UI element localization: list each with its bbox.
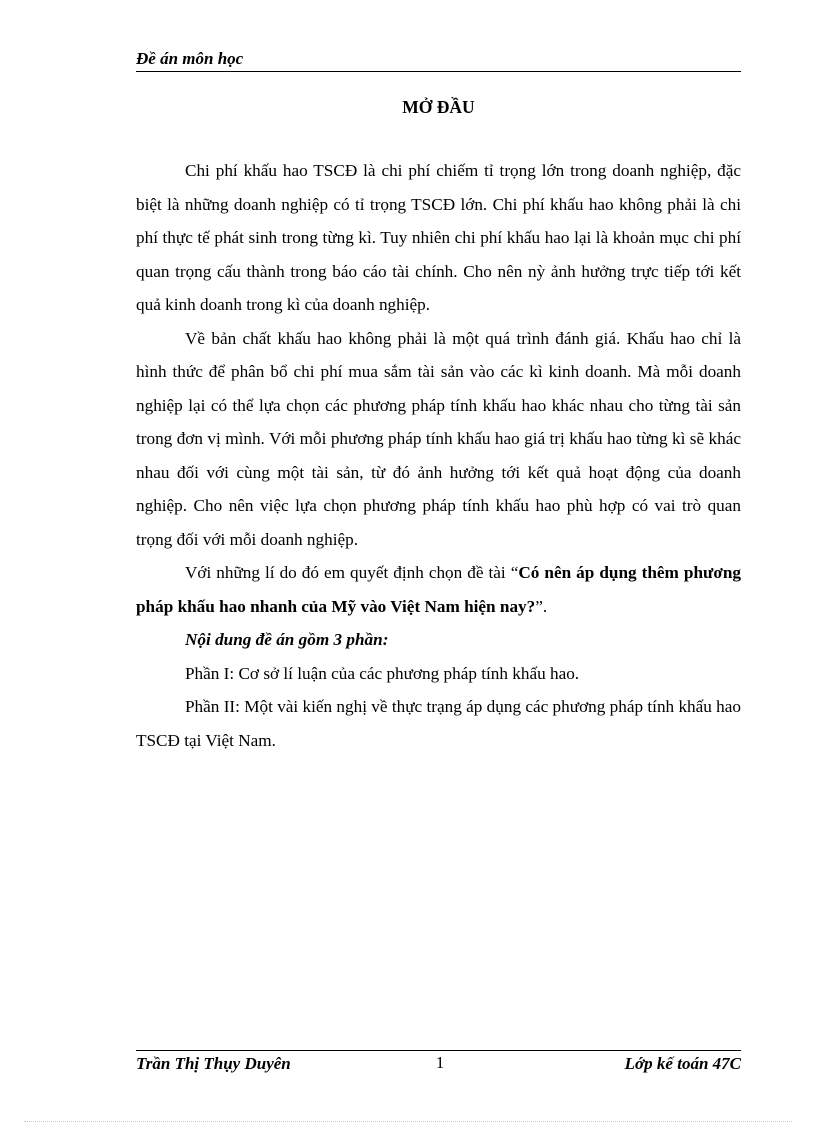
body-text xyxy=(136,154,741,757)
page-title: MỞ ĐẦU xyxy=(402,97,475,117)
part-2: Phần II: Một vài kiến nghị về thực trạng áp dụng các phương pháp tính khấu hao TSCĐ tại Việt Nam. xyxy=(136,697,741,750)
topic-title: Có nên áp dụng thêm phương pháp khấu hao nhanh của Mỹ vào Việt Nam hiện nay? xyxy=(136,563,741,616)
header-divider xyxy=(136,71,741,72)
paragraph-3-tail: ”. xyxy=(535,596,548,616)
page-edge-divider xyxy=(24,1121,792,1122)
part-1: Phần I: Cơ sở lí luận của các phương pháp tính khấu hao. xyxy=(185,663,580,683)
footer-divider xyxy=(136,1050,741,1051)
paragraph-2: Về bản chất khấu hao không phải là một quá trình đánh giá. Khấu hao chỉ là hình thức để phân bổ chi phí mua sắm tài sản vào các kì kinh doanh. Mà mỗi doanh nghiệp lại có thể lựa chọn các phương pháp tính khấu hao khác nhau cho từng tài sản trong đơn vị mình. Với mỗi phương pháp tính khấu hao giá trị khấu hao từng kì sẽ khác nhau đối với cùng một tài sản, từ đó ảnh hưởng tới kết quả hoạt động của doanh nghiệp. Cho nên việc lựa chọn phương pháp tính khấu hao phù hợp có vai trò quan trọng đối với mỗi doanh nghiệp. xyxy=(136,328,741,549)
footer-class: Lớp kế toán 47C xyxy=(624,1054,741,1073)
document-header-title: Đề án môn học xyxy=(136,49,244,68)
paragraph-3 xyxy=(136,556,741,623)
page-number: 1 xyxy=(435,1053,445,1072)
contents-heading: Nội dung đề án gồm 3 phần: xyxy=(185,630,389,649)
paragraph-3-lead: Với những lí do đó em quyết định chọn đề tài “ xyxy=(185,563,519,582)
footer-author: Trần Thị Thụy Duyên xyxy=(136,1054,291,1073)
paragraph-1: Chi phí khấu hao TSCĐ là chi phí chiếm tỉ trọng lớn trong doanh nghiệp, đặc biệt là những doanh nghiệp có tỉ trọng TSCĐ lớn. Chi phí khấu hao không phải là chi phí thực tế phát sinh trong từng kì. Tuy nhiên chi phí khấu hao lại là khoản mục chi phí quan trọng cấu thành trong báo cáo tài chính. Cho nên nỳ ảnh hưởng trực tiếp tới kết quả kinh doanh trong kì của doanh nghiệp. xyxy=(136,161,741,314)
